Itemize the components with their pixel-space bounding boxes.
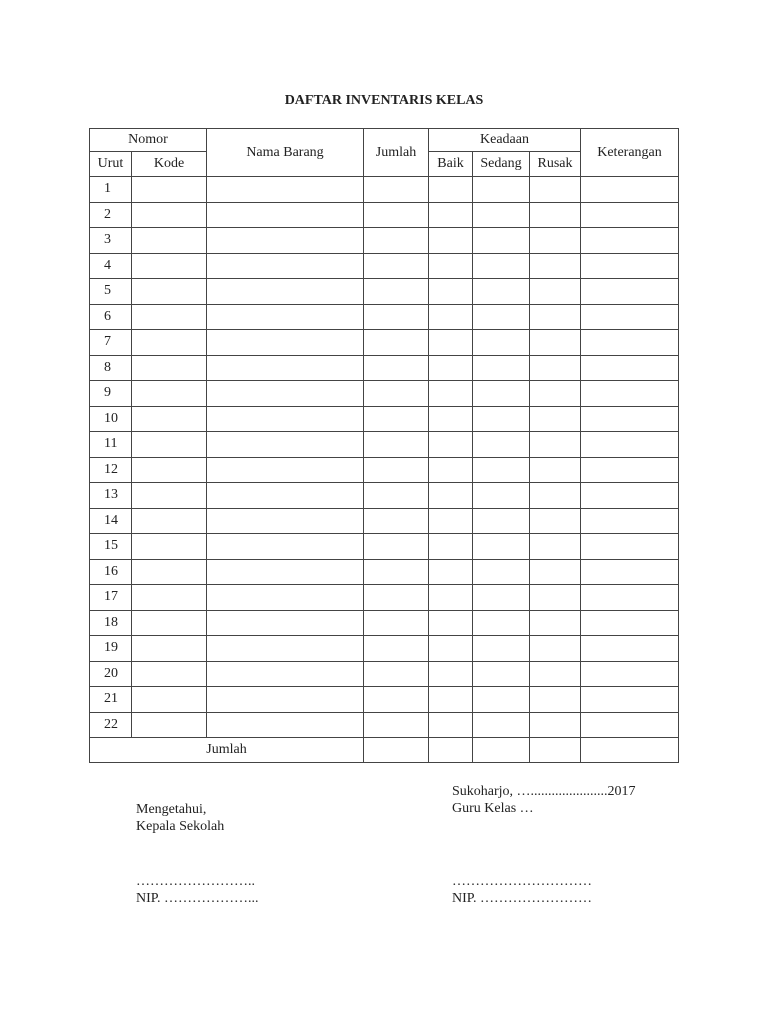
cell-urut: 15 [90,534,132,560]
cell-jumlah [364,610,429,636]
cell-sedang [473,381,530,407]
cell-jumlah [364,177,429,203]
cell-keterangan [581,508,679,534]
cell-jumlah [364,381,429,407]
cell-sedang [473,228,530,254]
cell-jumlah [364,661,429,687]
cell-jumlah [364,457,429,483]
cell-keterangan [581,457,679,483]
cell-keterangan [581,202,679,228]
cell-baik [429,483,473,509]
cell-rusak [530,279,581,305]
cell-baik [429,687,473,713]
cell-kode [132,228,207,254]
cell-keterangan [581,661,679,687]
cell-baik [429,279,473,305]
cell-urut: 7 [90,330,132,356]
footer-sedang-cell [473,738,530,763]
cell-rusak [530,661,581,687]
cell-nama-barang [207,661,364,687]
cell-baik [429,636,473,662]
cell-jumlah [364,253,429,279]
cell-nama-barang [207,253,364,279]
cell-urut: 5 [90,279,132,305]
cell-rusak [530,177,581,203]
left-kepala-sekolah: Kepala Sekolah [136,819,225,834]
cell-baik [429,330,473,356]
cell-baik [429,610,473,636]
table-row [90,610,679,636]
cell-kode [132,381,207,407]
cell-nama-barang [207,508,364,534]
cell-rusak [530,432,581,458]
cell-nama-barang [207,304,364,330]
cell-rusak [530,508,581,534]
cell-kode [132,610,207,636]
cell-sedang [473,330,530,356]
cell-urut: 10 [90,406,132,432]
header-baik: Baik [429,152,473,177]
cell-sedang [473,534,530,560]
table-row [90,228,679,254]
cell-keterangan [581,279,679,305]
cell-jumlah [364,534,429,560]
cell-keterangan [581,304,679,330]
cell-rusak [530,304,581,330]
cell-keterangan [581,636,679,662]
cell-baik [429,355,473,381]
cell-urut: 19 [90,636,132,662]
right-nip: NIP. …………………… [452,891,593,906]
table-row [90,661,679,687]
cell-rusak [530,610,581,636]
cell-baik [429,202,473,228]
table-row [90,508,679,534]
cell-sedang [473,304,530,330]
cell-jumlah [364,508,429,534]
cell-urut: 18 [90,610,132,636]
header-nomor: Nomor [90,129,207,152]
footer-baik-cell [429,738,473,763]
cell-urut: 13 [90,483,132,509]
cell-urut: 14 [90,508,132,534]
cell-keterangan [581,432,679,458]
table-row [90,279,679,305]
cell-kode [132,406,207,432]
footer-jumlah-label: Jumlah [90,738,364,763]
cell-kode [132,585,207,611]
cell-sedang [473,432,530,458]
cell-nama-barang [207,279,364,305]
cell-baik [429,432,473,458]
cell-kode [132,508,207,534]
cell-urut: 17 [90,585,132,611]
cell-kode [132,177,207,203]
cell-nama-barang [207,177,364,203]
cell-rusak [530,585,581,611]
cell-keterangan [581,712,679,738]
cell-rusak [530,202,581,228]
cell-rusak [530,457,581,483]
cell-kode [132,202,207,228]
cell-nama-barang [207,712,364,738]
cell-urut: 6 [90,304,132,330]
cell-keterangan [581,610,679,636]
cell-kode [132,687,207,713]
cell-keterangan [581,355,679,381]
cell-kode [132,559,207,585]
header-nama-barang: Nama Barang [207,129,364,177]
table-body [90,177,679,738]
table-row [90,330,679,356]
cell-baik [429,304,473,330]
cell-sedang [473,661,530,687]
cell-sedang [473,355,530,381]
cell-sedang [473,559,530,585]
cell-keterangan [581,406,679,432]
cell-urut: 12 [90,457,132,483]
table-row [90,559,679,585]
cell-kode [132,304,207,330]
cell-sedang [473,253,530,279]
header-sedang: Sedang [473,152,530,177]
cell-keterangan [581,381,679,407]
table-row [90,381,679,407]
cell-keterangan [581,177,679,203]
table-row [90,712,679,738]
cell-sedang [473,636,530,662]
cell-jumlah [364,687,429,713]
cell-rusak [530,712,581,738]
cell-rusak [530,253,581,279]
cell-sedang [473,457,530,483]
cell-urut: 4 [90,253,132,279]
cell-jumlah [364,712,429,738]
table-row [90,687,679,713]
cell-jumlah [364,279,429,305]
cell-urut: 16 [90,559,132,585]
cell-kode [132,712,207,738]
table-row [90,202,679,228]
table-row [90,432,679,458]
left-name-block [136,873,259,907]
cell-urut: 8 [90,355,132,381]
right-guru-kelas: Guru Kelas … [452,801,534,816]
cell-sedang [473,610,530,636]
cell-sedang [473,712,530,738]
left-mengetahui: Mengetahui, [136,802,207,817]
cell-sedang [473,687,530,713]
cell-jumlah [364,330,429,356]
cell-keterangan [581,483,679,509]
cell-baik [429,585,473,611]
cell-nama-barang [207,559,364,585]
footer-keterangan-cell [581,738,679,763]
document-title: DAFTAR INVENTARIS KELAS [284,93,484,108]
left-name-line: …………………….. [136,874,255,889]
header-urut: Urut [90,152,132,177]
left-signature-block [136,801,224,835]
cell-nama-barang [207,636,364,662]
cell-urut: 11 [90,432,132,458]
header-keadaan: Keadaan [429,129,581,152]
cell-rusak [530,687,581,713]
cell-urut: 2 [90,202,132,228]
table-row [90,585,679,611]
cell-baik [429,177,473,203]
header-keterangan: Keterangan [581,129,679,177]
header-jumlah: Jumlah [364,129,429,177]
cell-urut: 9 [90,381,132,407]
cell-keterangan [581,253,679,279]
cell-kode [132,483,207,509]
cell-kode [132,432,207,458]
cell-baik [429,559,473,585]
cell-nama-barang [207,483,364,509]
cell-baik [429,253,473,279]
cell-rusak [530,381,581,407]
cell-nama-barang [207,355,364,381]
header-rusak: Rusak [530,152,581,177]
cell-rusak [530,636,581,662]
cell-rusak [530,559,581,585]
cell-sedang [473,483,530,509]
cell-jumlah [364,483,429,509]
cell-rusak [530,406,581,432]
cell-baik [429,381,473,407]
cell-sedang [473,177,530,203]
cell-jumlah [364,228,429,254]
cell-keterangan [581,228,679,254]
table-footer-row [90,738,679,763]
table-row [90,406,679,432]
cell-urut: 1 [90,177,132,203]
cell-urut: 20 [90,661,132,687]
cell-jumlah [364,202,429,228]
cell-urut: 3 [90,228,132,254]
cell-kode [132,636,207,662]
cell-nama-barang [207,534,364,560]
cell-baik [429,508,473,534]
cell-rusak [530,483,581,509]
cell-kode [132,661,207,687]
table-row [90,534,679,560]
cell-jumlah [364,432,429,458]
cell-nama-barang [207,585,364,611]
cell-nama-barang [207,687,364,713]
cell-kode [132,253,207,279]
cell-kode [132,330,207,356]
cell-jumlah [364,559,429,585]
cell-keterangan [581,534,679,560]
cell-keterangan [581,585,679,611]
table-row [90,457,679,483]
cell-baik [429,534,473,560]
cell-urut: 21 [90,687,132,713]
cell-jumlah [364,406,429,432]
cell-nama-barang [207,610,364,636]
left-nip: NIP. ………………... [136,891,259,906]
cell-kode [132,279,207,305]
cell-sedang [473,508,530,534]
cell-nama-barang [207,406,364,432]
table-row [90,355,679,381]
inventory-table [89,128,679,763]
cell-baik [429,661,473,687]
cell-baik [429,228,473,254]
cell-sedang [473,279,530,305]
right-place-date: Sukoharjo, …......................2017 [452,784,636,799]
cell-baik [429,406,473,432]
cell-nama-barang [207,432,364,458]
right-name-line: ………………………… [452,874,592,889]
cell-rusak [530,228,581,254]
cell-jumlah [364,355,429,381]
cell-jumlah [364,636,429,662]
footer-jumlah-cell [364,738,429,763]
right-signature-block [452,783,636,817]
cell-kode [132,355,207,381]
cell-nama-barang [207,330,364,356]
cell-nama-barang [207,228,364,254]
cell-baik [429,457,473,483]
cell-jumlah [364,304,429,330]
cell-nama-barang [207,457,364,483]
table-row [90,253,679,279]
cell-kode [132,534,207,560]
table-row [90,304,679,330]
cell-kode [132,457,207,483]
cell-rusak [530,355,581,381]
right-name-block [452,873,592,907]
footer-rusak-cell [530,738,581,763]
cell-keterangan [581,330,679,356]
cell-keterangan [581,559,679,585]
cell-nama-barang [207,381,364,407]
cell-keterangan [581,687,679,713]
cell-rusak [530,330,581,356]
cell-sedang [473,406,530,432]
table-row [90,177,679,203]
cell-baik [429,712,473,738]
cell-jumlah [364,585,429,611]
header-kode: Kode [132,152,207,177]
cell-sedang [473,202,530,228]
table-row [90,483,679,509]
table-row [90,636,679,662]
cell-urut: 22 [90,712,132,738]
cell-sedang [473,585,530,611]
cell-nama-barang [207,202,364,228]
cell-rusak [530,534,581,560]
